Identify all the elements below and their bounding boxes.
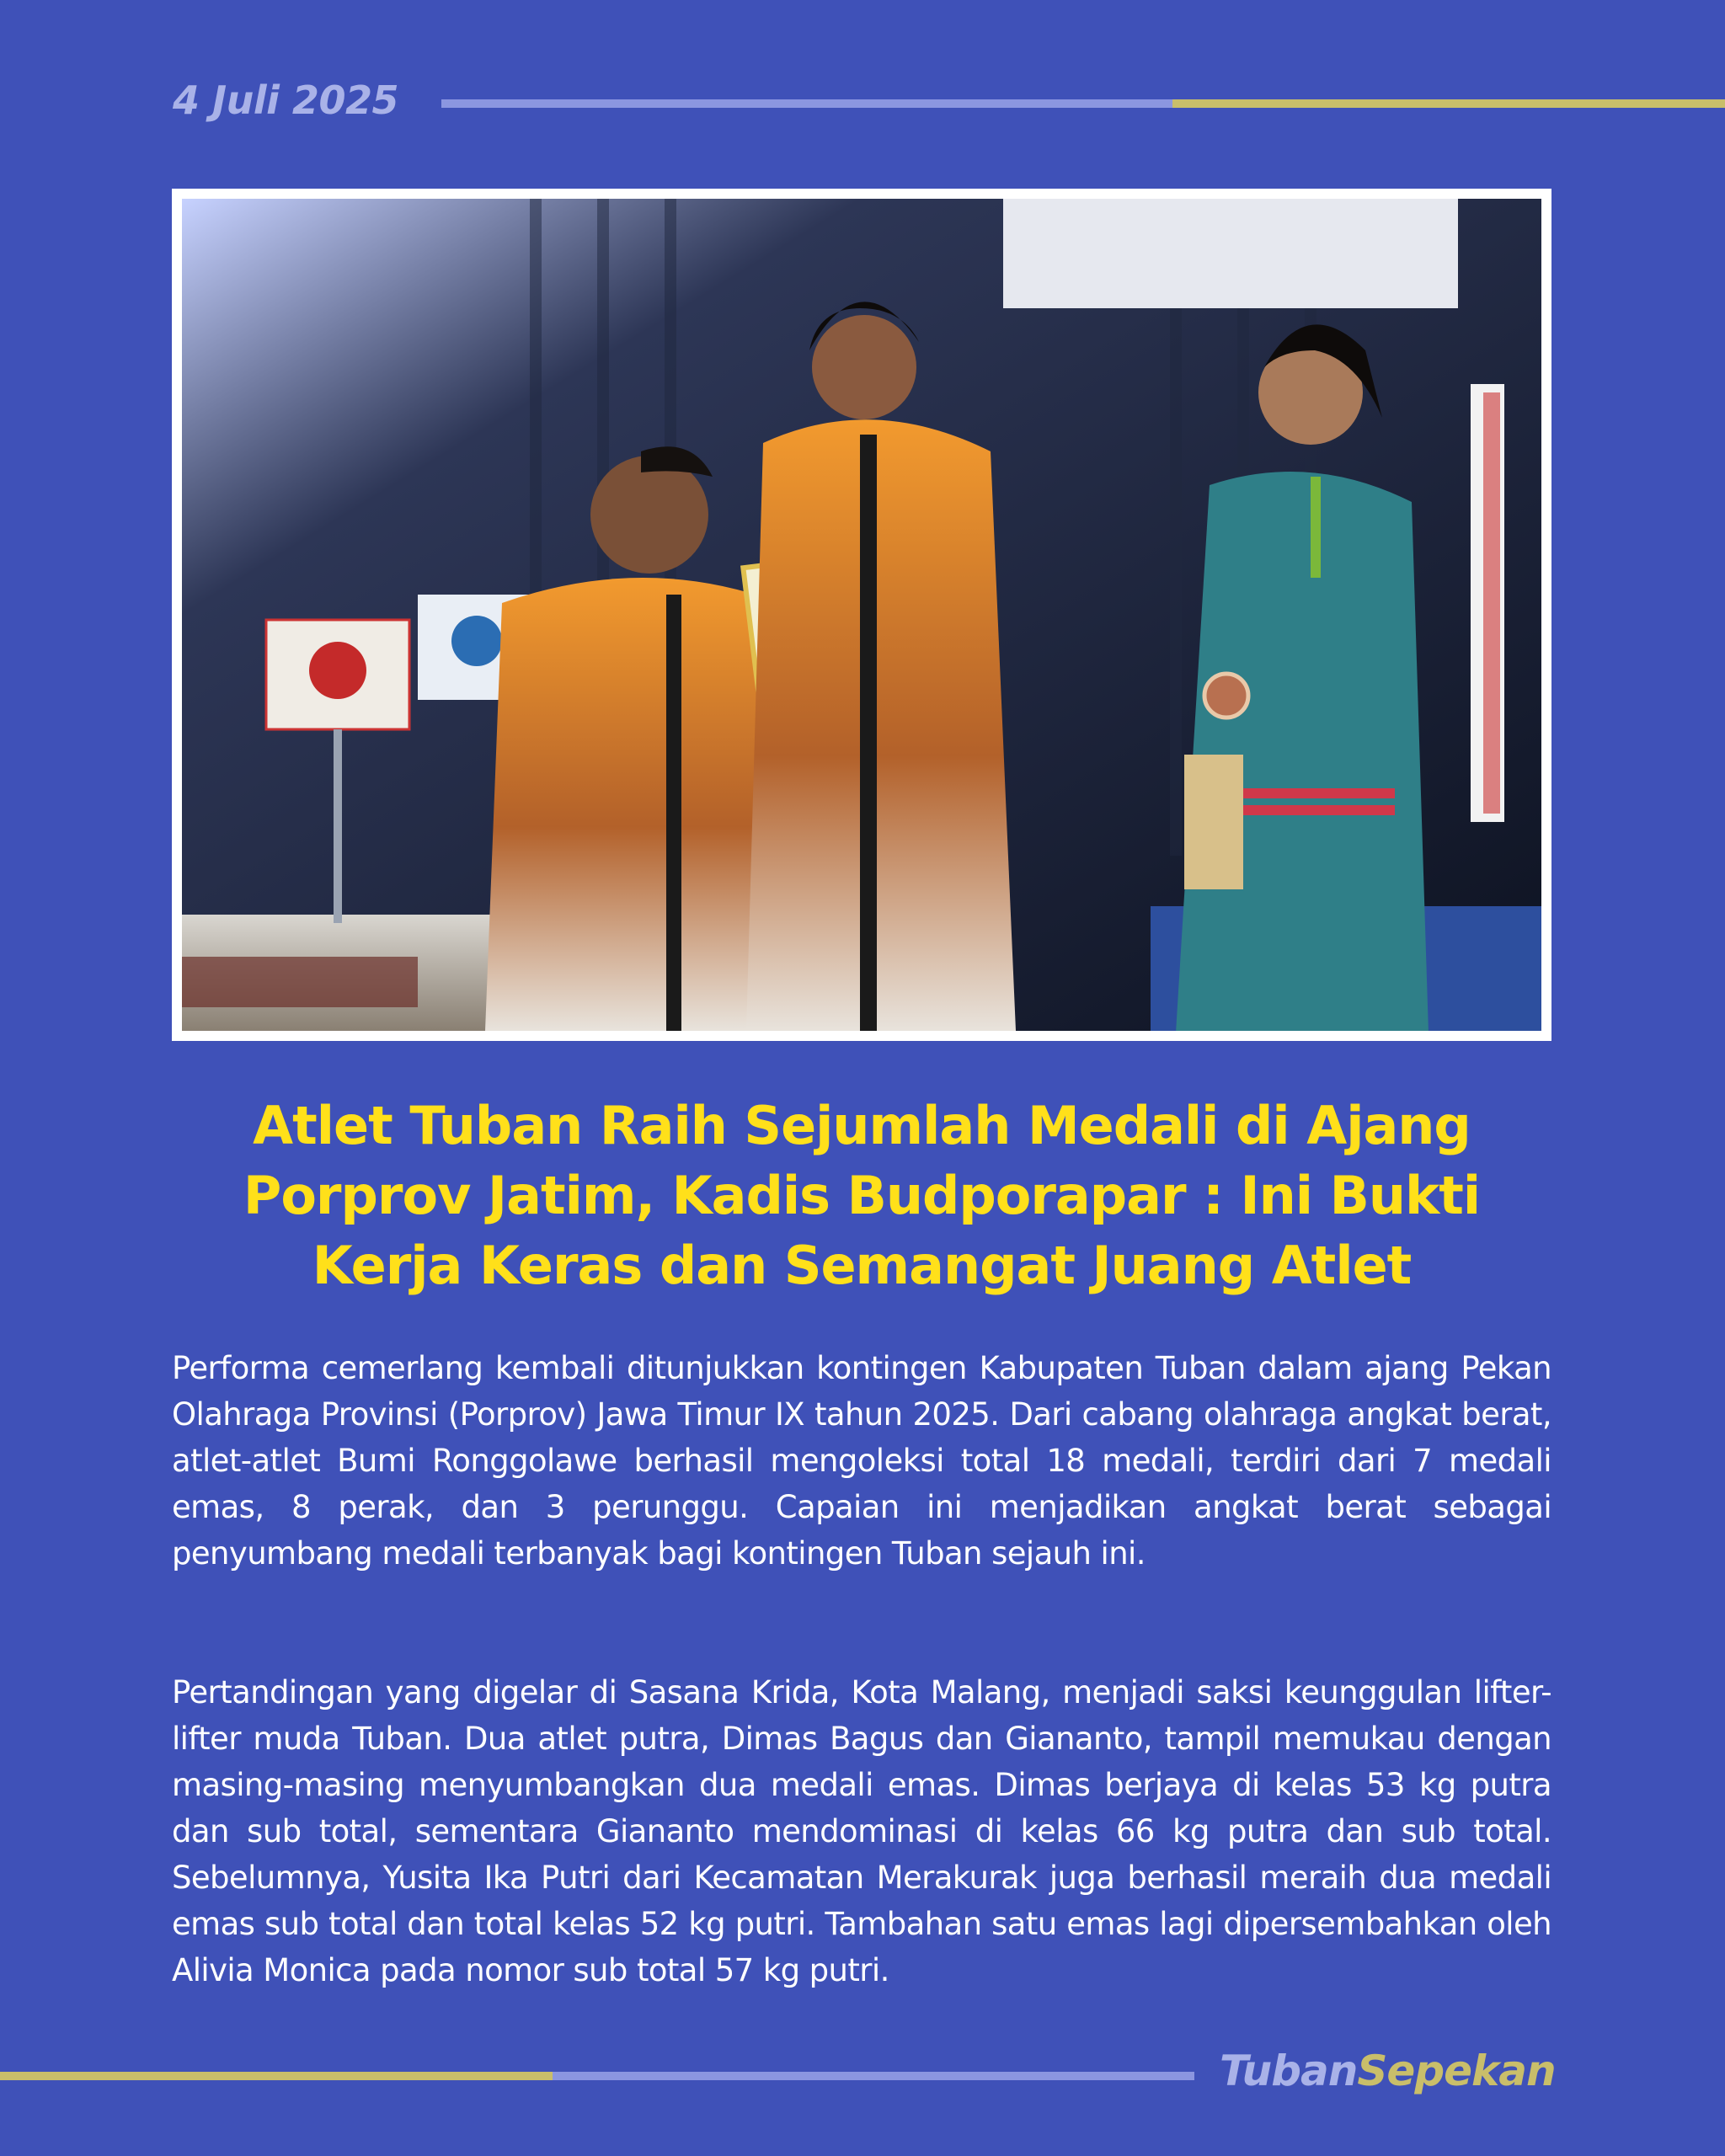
article-paragraph-1: Performa cemerlang kembali ditunjukkan kontingen Kabupaten Tuban dalam ajang Pekan Olahraga Provinsi (Porprov) Jawa Timur IX tahun 2025. Dari cabang olahraga angkat berat, atlet-atlet Bumi Ronggolawe berhasil mengoleksi total 18 medali, terdiri dari 7 medali emas, 8 perak, dan 3 perunggu. Capaian ini menjadikan angkat berat sebagai penyumbang medali terbanyak bagi kontingen Tuban sejauh ini. [172,1350,1551,1572]
header-divider-left [441,99,1172,108]
article-title: Atlet Tuban Raih Sejumlah Medali di Ajang Porprov Jatim, Kadis Budporapar : Ini Bukti Kerja Keras dan Semangat Juang Atlet [243,1095,1481,1296]
date-label: 4 Juli 2025 [173,77,398,123]
header-divider-right [1172,99,1725,108]
footer-divider-right [553,2072,1194,2080]
footer-divider-left [0,2072,553,2080]
brand-logo [1220,2047,1556,2095]
photo-illustration [182,199,1541,1031]
brand-logo-part2: Sepekan [1357,2047,1556,2095]
brand-logo-part1: Tuban [1220,2047,1358,2095]
article-paragraph-2: Pertandingan yang digelar di Sasana Krida, Kota Malang, menjadi saksi keunggulan lifter-lifter muda Tuban. Dua atlet putra, Dimas Bagus dan Giananto, tampil memukau dengan masing-masing menyumbangkan dua medali emas. Dimas berjaya di kelas 53 kg putra dan sub total, sementara Giananto mendominasi di kelas 66 kg putra dan sub total. Sebelumnya, Yusita Ika Putri dari Kecamatan Merakurak juga berhasil meraih dua medali emas sub total dan total kelas 52 kg putri. Tambahan satu emas lagi dipersembahkan oleh Alivia Monica pada nomor sub total 57 kg putri. [172,1674,1551,1988]
photo-frame [172,189,1551,1041]
news-photo [182,199,1541,1031]
